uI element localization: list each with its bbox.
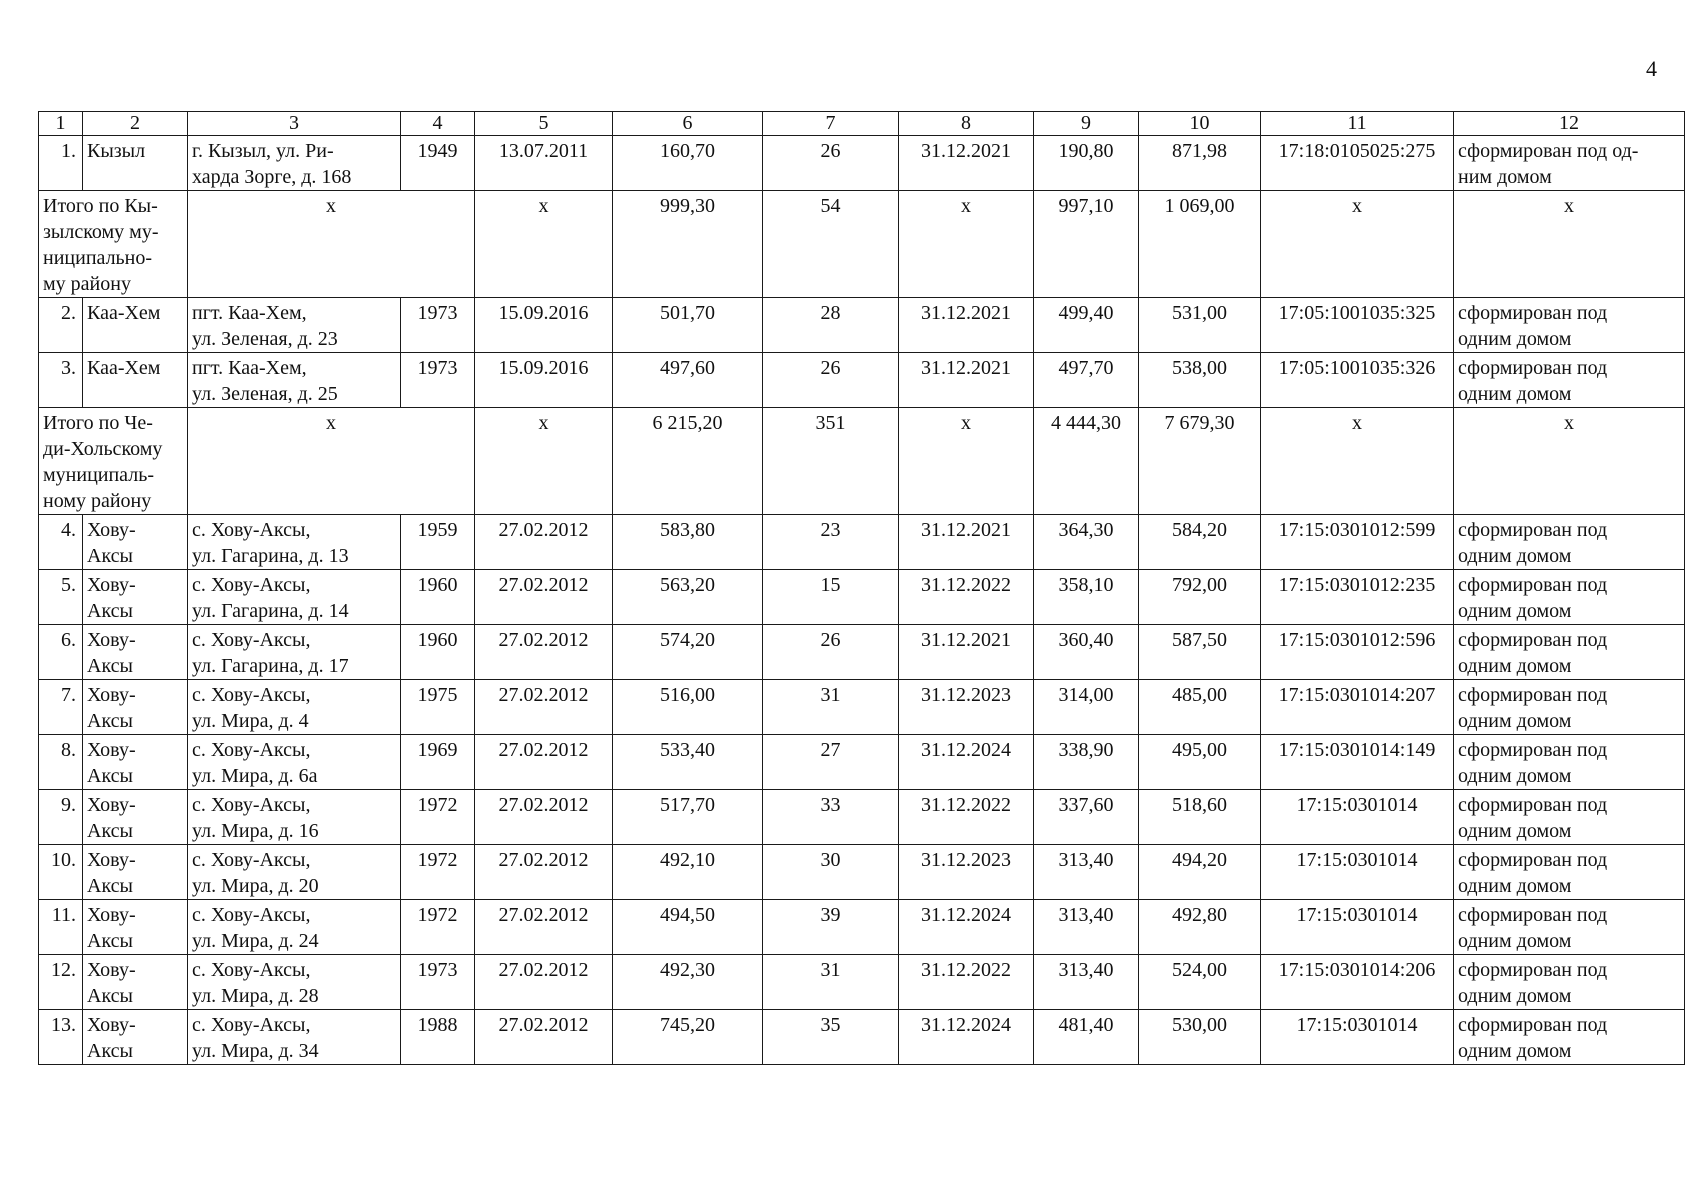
column-number-10: 10 bbox=[1139, 112, 1261, 136]
area-cell: 533,40 bbox=[613, 735, 763, 790]
cadastre-cell: 17:05:1001035:325 bbox=[1261, 298, 1454, 353]
deadline-cell: 31.12.2021 bbox=[899, 136, 1034, 191]
table-row bbox=[39, 680, 1685, 735]
table-row bbox=[39, 625, 1685, 680]
address-cell: с. Хову-Аксы, ул. Гагарина, д. 14 bbox=[188, 570, 401, 625]
col9-cell: 337,60 bbox=[1034, 790, 1139, 845]
col3-cell: х bbox=[188, 191, 475, 298]
subtotal-row bbox=[39, 408, 1685, 515]
column-number-11: 11 bbox=[1261, 112, 1454, 136]
table-row bbox=[39, 298, 1685, 353]
locality-cell: Хову- Аксы bbox=[83, 955, 188, 1010]
people-cell: 35 bbox=[763, 1010, 899, 1065]
cadastre-cell: 17:15:0301012:596 bbox=[1261, 625, 1454, 680]
date-cell: 27.02.2012 bbox=[475, 515, 613, 570]
people-cell: 31 bbox=[763, 680, 899, 735]
date-cell: 27.02.2012 bbox=[475, 845, 613, 900]
date-cell: 27.02.2012 bbox=[475, 955, 613, 1010]
col10-cell: 518,60 bbox=[1139, 790, 1261, 845]
year-cell: 1972 bbox=[401, 790, 475, 845]
table-body bbox=[39, 112, 1685, 1065]
cadastre-cell: 17:15:0301012:599 bbox=[1261, 515, 1454, 570]
area-cell: 583,80 bbox=[613, 515, 763, 570]
cadastre-cell: 17:15:0301012:235 bbox=[1261, 570, 1454, 625]
locality-cell: Каа-Хем bbox=[83, 353, 188, 408]
people-cell: 15 bbox=[763, 570, 899, 625]
row-number-cell: 2. bbox=[39, 298, 83, 353]
area-cell: 492,30 bbox=[613, 955, 763, 1010]
locality-cell: Хову- Аксы bbox=[83, 680, 188, 735]
deadline-cell: 31.12.2021 bbox=[899, 625, 1034, 680]
deadline-cell: 31.12.2021 bbox=[899, 353, 1034, 408]
col10-cell: 7 679,30 bbox=[1139, 408, 1261, 515]
area-cell: 999,30 bbox=[613, 191, 763, 298]
cadastre-cell: 17:15:0301014:149 bbox=[1261, 735, 1454, 790]
address-cell: пгт. Каа-Хем, ул. Зеленая, д. 23 bbox=[188, 298, 401, 353]
table-row bbox=[39, 1010, 1685, 1065]
subtotal-label-cell: Итого по Че- ди-Хольскому муниципаль- ному району bbox=[39, 408, 188, 515]
table-row bbox=[39, 955, 1685, 1010]
area-cell: 494,50 bbox=[613, 900, 763, 955]
col10-cell: 492,80 bbox=[1139, 900, 1261, 955]
col9-cell: 360,40 bbox=[1034, 625, 1139, 680]
cadastre-cell: 17:15:0301014 bbox=[1261, 790, 1454, 845]
locality-cell: Хову- Аксы bbox=[83, 735, 188, 790]
cadastre-cell: х bbox=[1261, 408, 1454, 515]
column-number-12: 12 bbox=[1454, 112, 1685, 136]
status-cell: сформирован под одним домом bbox=[1454, 1010, 1685, 1065]
deadline-cell: х bbox=[899, 191, 1034, 298]
address-cell: с. Хову-Аксы, ул. Мира, д. 24 bbox=[188, 900, 401, 955]
col9-cell: 313,40 bbox=[1034, 955, 1139, 1010]
locality-cell: Хову- Аксы bbox=[83, 625, 188, 680]
row-number-cell: 12. bbox=[39, 955, 83, 1010]
address-cell: с. Хову-Аксы, ул. Мира, д. 6а bbox=[188, 735, 401, 790]
table-row bbox=[39, 790, 1685, 845]
col9-cell: 358,10 bbox=[1034, 570, 1139, 625]
col9-cell: 313,40 bbox=[1034, 845, 1139, 900]
row-number-cell: 7. bbox=[39, 680, 83, 735]
status-cell: сформирован под одним домом bbox=[1454, 570, 1685, 625]
column-number-1: 1 bbox=[39, 112, 83, 136]
year-cell: 1973 bbox=[401, 955, 475, 1010]
table-row bbox=[39, 515, 1685, 570]
address-cell: с. Хову-Аксы, ул. Гагарина, д. 13 bbox=[188, 515, 401, 570]
area-cell: 517,70 bbox=[613, 790, 763, 845]
deadline-cell: 31.12.2023 bbox=[899, 680, 1034, 735]
people-cell: 28 bbox=[763, 298, 899, 353]
page-number: 4 bbox=[1646, 56, 1657, 81]
people-cell: 26 bbox=[763, 353, 899, 408]
date-cell: 27.02.2012 bbox=[475, 1010, 613, 1065]
column-number-9: 9 bbox=[1034, 112, 1139, 136]
address-cell: с. Хову-Аксы, ул. Мира, д. 20 bbox=[188, 845, 401, 900]
row-number-cell: 8. bbox=[39, 735, 83, 790]
col10-cell: 485,00 bbox=[1139, 680, 1261, 735]
cadastre-cell: х bbox=[1261, 191, 1454, 298]
housing-register-table bbox=[38, 111, 1685, 1065]
year-cell: 1949 bbox=[401, 136, 475, 191]
status-cell: сформирован под одним домом bbox=[1454, 845, 1685, 900]
year-cell: 1972 bbox=[401, 900, 475, 955]
col10-cell: 792,00 bbox=[1139, 570, 1261, 625]
status-cell: х bbox=[1454, 191, 1685, 298]
column-number-6: 6 bbox=[613, 112, 763, 136]
deadline-cell: х bbox=[899, 408, 1034, 515]
deadline-cell: 31.12.2024 bbox=[899, 735, 1034, 790]
col10-cell: 584,20 bbox=[1139, 515, 1261, 570]
col10-cell: 524,00 bbox=[1139, 955, 1261, 1010]
status-cell: сформирован под одним домом bbox=[1454, 790, 1685, 845]
row-number-cell: 1. bbox=[39, 136, 83, 191]
address-cell: с. Хову-Аксы, ул. Гагарина, д. 17 bbox=[188, 625, 401, 680]
table-row bbox=[39, 735, 1685, 790]
address-cell: с. Хову-Аксы, ул. Мира, д. 34 bbox=[188, 1010, 401, 1065]
locality-cell: Хову- Аксы bbox=[83, 1010, 188, 1065]
col9-cell: 313,40 bbox=[1034, 900, 1139, 955]
deadline-cell: 31.12.2024 bbox=[899, 1010, 1034, 1065]
people-cell: 23 bbox=[763, 515, 899, 570]
row-number-cell: 6. bbox=[39, 625, 83, 680]
column-number-8: 8 bbox=[899, 112, 1034, 136]
area-cell: 160,70 bbox=[613, 136, 763, 191]
col10-cell: 538,00 bbox=[1139, 353, 1261, 408]
date-cell: 27.02.2012 bbox=[475, 735, 613, 790]
deadline-cell: 31.12.2022 bbox=[899, 570, 1034, 625]
area-cell: 6 215,20 bbox=[613, 408, 763, 515]
address-cell: пгт. Каа-Хем, ул. Зеленая, д. 25 bbox=[188, 353, 401, 408]
row-number-cell: 11. bbox=[39, 900, 83, 955]
status-cell: сформирован под од- ним домом bbox=[1454, 136, 1685, 191]
year-cell: 1973 bbox=[401, 353, 475, 408]
year-cell: 1960 bbox=[401, 570, 475, 625]
locality-cell: Каа-Хем bbox=[83, 298, 188, 353]
locality-cell: Кызыл bbox=[83, 136, 188, 191]
people-cell: 30 bbox=[763, 845, 899, 900]
column-number-4: 4 bbox=[401, 112, 475, 136]
address-cell: с. Хову-Аксы, ул. Мира, д. 16 bbox=[188, 790, 401, 845]
year-cell: 1960 bbox=[401, 625, 475, 680]
col9-cell: 481,40 bbox=[1034, 1010, 1139, 1065]
col10-cell: 1 069,00 bbox=[1139, 191, 1261, 298]
table-row bbox=[39, 136, 1685, 191]
column-number-3: 3 bbox=[188, 112, 401, 136]
col9-cell: 4 444,30 bbox=[1034, 408, 1139, 515]
cadastre-cell: 17:15:0301014:207 bbox=[1261, 680, 1454, 735]
people-cell: 39 bbox=[763, 900, 899, 955]
table-row bbox=[39, 845, 1685, 900]
col10-cell: 530,00 bbox=[1139, 1010, 1261, 1065]
area-cell: 745,20 bbox=[613, 1010, 763, 1065]
cadastre-cell: 17:15:0301014:206 bbox=[1261, 955, 1454, 1010]
status-cell: сформирован под одним домом bbox=[1454, 955, 1685, 1010]
people-cell: 54 bbox=[763, 191, 899, 298]
people-cell: 27 bbox=[763, 735, 899, 790]
column-number-row bbox=[39, 112, 1685, 136]
status-cell: сформирован под одним домом bbox=[1454, 735, 1685, 790]
table-row bbox=[39, 570, 1685, 625]
col9-cell: 314,00 bbox=[1034, 680, 1139, 735]
col9-cell: 499,40 bbox=[1034, 298, 1139, 353]
table-row bbox=[39, 353, 1685, 408]
date-cell: 15.09.2016 bbox=[475, 298, 613, 353]
people-cell: 26 bbox=[763, 625, 899, 680]
status-cell: сформирован под одним домом bbox=[1454, 353, 1685, 408]
year-cell: 1972 bbox=[401, 845, 475, 900]
col10-cell: 495,00 bbox=[1139, 735, 1261, 790]
col9-cell: 497,70 bbox=[1034, 353, 1139, 408]
row-number-cell: 10. bbox=[39, 845, 83, 900]
col10-cell: 871,98 bbox=[1139, 136, 1261, 191]
year-cell: 1959 bbox=[401, 515, 475, 570]
year-cell: 1975 bbox=[401, 680, 475, 735]
date-cell: 27.02.2012 bbox=[475, 625, 613, 680]
column-number-7: 7 bbox=[763, 112, 899, 136]
address-cell: г. Кызыл, ул. Ри- харда Зорге, д. 168 bbox=[188, 136, 401, 191]
year-cell: 1973 bbox=[401, 298, 475, 353]
deadline-cell: 31.12.2024 bbox=[899, 900, 1034, 955]
row-number-cell: 13. bbox=[39, 1010, 83, 1065]
deadline-cell: 31.12.2022 bbox=[899, 790, 1034, 845]
subtotal-row bbox=[39, 191, 1685, 298]
date-cell: 27.02.2012 bbox=[475, 900, 613, 955]
locality-cell: Хову- Аксы bbox=[83, 570, 188, 625]
row-number-cell: 4. bbox=[39, 515, 83, 570]
deadline-cell: 31.12.2023 bbox=[899, 845, 1034, 900]
col10-cell: 587,50 bbox=[1139, 625, 1261, 680]
table-row bbox=[39, 900, 1685, 955]
year-cell: 1969 bbox=[401, 735, 475, 790]
date-cell: 27.02.2012 bbox=[475, 790, 613, 845]
year-cell: 1988 bbox=[401, 1010, 475, 1065]
col9-cell: 364,30 bbox=[1034, 515, 1139, 570]
date-cell: 15.09.2016 bbox=[475, 353, 613, 408]
deadline-cell: 31.12.2021 bbox=[899, 515, 1034, 570]
locality-cell: Хову- Аксы bbox=[83, 790, 188, 845]
status-cell: сформирован под одним домом bbox=[1454, 625, 1685, 680]
status-cell: сформирован под одним домом bbox=[1454, 298, 1685, 353]
address-cell: с. Хову-Аксы, ул. Мира, д. 28 bbox=[188, 955, 401, 1010]
date-cell: 27.02.2012 bbox=[475, 570, 613, 625]
status-cell: сформирован под одним домом bbox=[1454, 900, 1685, 955]
row-number-cell: 9. bbox=[39, 790, 83, 845]
status-cell: х bbox=[1454, 408, 1685, 515]
column-number-2: 2 bbox=[83, 112, 188, 136]
col9-cell: 338,90 bbox=[1034, 735, 1139, 790]
row-number-cell: 5. bbox=[39, 570, 83, 625]
col3-cell: х bbox=[188, 408, 475, 515]
col5-cell: х bbox=[475, 408, 613, 515]
locality-cell: Хову- Аксы bbox=[83, 845, 188, 900]
col10-cell: 494,20 bbox=[1139, 845, 1261, 900]
status-cell: сформирован под одним домом bbox=[1454, 515, 1685, 570]
date-cell: 13.07.2011 bbox=[475, 136, 613, 191]
people-cell: 351 bbox=[763, 408, 899, 515]
locality-cell: Хову- Аксы bbox=[83, 900, 188, 955]
col9-cell: 997,10 bbox=[1034, 191, 1139, 298]
status-cell: сформирован под одним домом bbox=[1454, 680, 1685, 735]
cadastre-cell: 17:05:1001035:326 bbox=[1261, 353, 1454, 408]
address-cell: с. Хову-Аксы, ул. Мира, д. 4 bbox=[188, 680, 401, 735]
people-cell: 31 bbox=[763, 955, 899, 1010]
col10-cell: 531,00 bbox=[1139, 298, 1261, 353]
deadline-cell: 31.12.2022 bbox=[899, 955, 1034, 1010]
people-cell: 26 bbox=[763, 136, 899, 191]
subtotal-label-cell: Итого по Кы- зылскому му- ниципально- му району bbox=[39, 191, 188, 298]
area-cell: 497,60 bbox=[613, 353, 763, 408]
area-cell: 574,20 bbox=[613, 625, 763, 680]
cadastre-cell: 17:18:0105025:275 bbox=[1261, 136, 1454, 191]
date-cell: 27.02.2012 bbox=[475, 680, 613, 735]
col5-cell: х bbox=[475, 191, 613, 298]
deadline-cell: 31.12.2021 bbox=[899, 298, 1034, 353]
people-cell: 33 bbox=[763, 790, 899, 845]
area-cell: 563,20 bbox=[613, 570, 763, 625]
cadastre-cell: 17:15:0301014 bbox=[1261, 900, 1454, 955]
area-cell: 501,70 bbox=[613, 298, 763, 353]
locality-cell: Хову- Аксы bbox=[83, 515, 188, 570]
cadastre-cell: 17:15:0301014 bbox=[1261, 1010, 1454, 1065]
area-cell: 516,00 bbox=[613, 680, 763, 735]
col9-cell: 190,80 bbox=[1034, 136, 1139, 191]
row-number-cell: 3. bbox=[39, 353, 83, 408]
area-cell: 492,10 bbox=[613, 845, 763, 900]
column-number-5: 5 bbox=[475, 112, 613, 136]
cadastre-cell: 17:15:0301014 bbox=[1261, 845, 1454, 900]
